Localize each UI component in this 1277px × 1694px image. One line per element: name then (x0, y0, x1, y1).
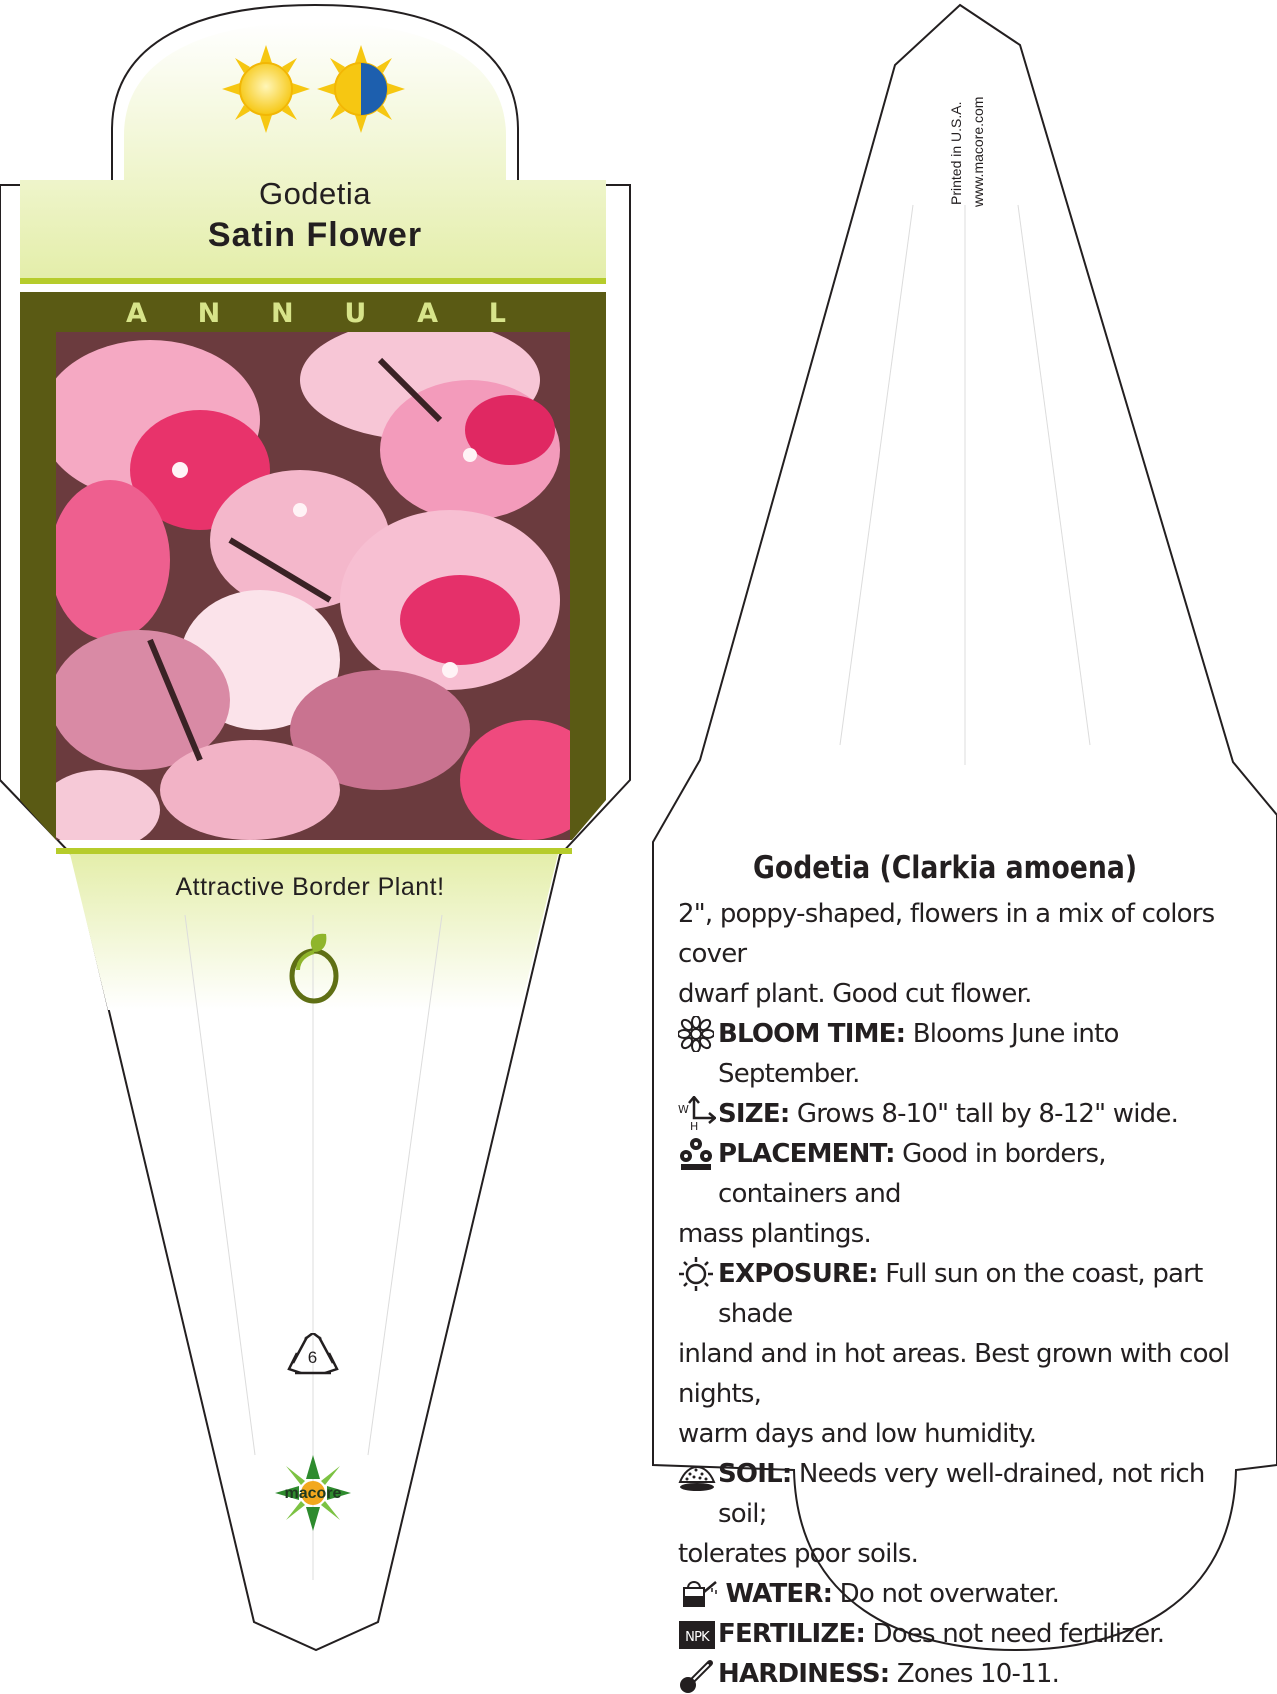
category-letter: N (271, 298, 294, 329)
care-info (678, 894, 1238, 1694)
full-sun-icon (222, 45, 310, 133)
intro-line: dwarf plant. Good cut flower. (678, 979, 1032, 1009)
recycle-code: 6 (307, 1348, 318, 1367)
intro-line: 2", poppy-shaped, flowers in a mix of colors cover (678, 899, 1215, 969)
water-row (678, 1574, 1238, 1614)
exposure-label: EXPOSURE: (718, 1259, 878, 1289)
bloom-text: Blooms June into September. (718, 1019, 1119, 1089)
exposure-text: Full sun on the coast, part shade (718, 1259, 1203, 1329)
size-icon-w: W (678, 1103, 689, 1116)
sprout-icon (284, 930, 344, 1005)
part-sun-icon (317, 45, 405, 133)
soil-icon (678, 1454, 718, 1494)
size-icon-h: H (690, 1120, 698, 1132)
size-text: Grows 8-10" tall by 8-12" wide. (789, 1099, 1179, 1129)
garden-icon (678, 1134, 718, 1174)
pink-flowers-photo (40, 320, 600, 850)
fertilize-text: Does not need fertilizer. (865, 1619, 1165, 1649)
exposure-text-cont: warm days and low humidity. (678, 1419, 1037, 1449)
brand-name: macore (284, 1485, 342, 1502)
category-letter: A (417, 298, 438, 329)
soil-row (678, 1454, 1238, 1534)
bloom-row (678, 1014, 1238, 1094)
plant-common-name: Satin Flower (207, 216, 423, 254)
placement-text-cont: mass plantings. (678, 1219, 871, 1249)
placement-row (678, 1134, 1238, 1214)
category-letter: A (126, 298, 147, 329)
hardiness-row (678, 1654, 1238, 1694)
size-icon (678, 1094, 718, 1134)
npk-icon (678, 1614, 718, 1654)
bloom-label: BLOOM TIME: (718, 1019, 906, 1049)
exposure-text-cont: inland and in hot areas. Best grown with cool nights, (678, 1339, 1230, 1409)
size-row (678, 1094, 1238, 1134)
size-label: SIZE: (718, 1099, 790, 1129)
placement-text: Good in borders, containers and (718, 1139, 1106, 1209)
header-divider (20, 278, 606, 284)
fertilize-row (678, 1614, 1238, 1654)
soil-text-cont: tolerates poor soils. (678, 1539, 919, 1569)
watering-can-icon (678, 1574, 718, 1614)
botanical-title: Godetia (Clarkia amoena) (752, 850, 1138, 886)
printed-in-label: Printed in U.S.A. (948, 101, 964, 205)
hardiness-label: HARDINESS: (718, 1659, 890, 1689)
water-label: WATER: (725, 1579, 833, 1609)
exposure-row (678, 1254, 1238, 1334)
placement-label: PLACEMENT: (718, 1139, 895, 1169)
soil-label: SOIL: (718, 1459, 792, 1489)
tagline: Attractive Border Plant! (175, 873, 445, 901)
thermometer-icon (678, 1654, 718, 1694)
category-label (126, 298, 506, 329)
npk-icon-text: NPK (685, 1630, 709, 1645)
category-letter: N (197, 298, 221, 329)
flower-icon (678, 1014, 718, 1054)
sun-outline-icon (678, 1254, 718, 1294)
website-label: www.macore.com (970, 96, 986, 207)
hardiness-text: Zones 10-11. (889, 1659, 1060, 1689)
water-text: Do not overwater. (832, 1579, 1060, 1609)
soil-text: Needs very well-drained, not rich soil; (718, 1459, 1205, 1529)
fertilize-label: FERTILIZE: (718, 1619, 866, 1649)
footer-divider (56, 848, 572, 854)
category-letter: L (488, 298, 506, 329)
category-letter: U (344, 298, 367, 329)
plant-name: Godetia (258, 176, 372, 211)
